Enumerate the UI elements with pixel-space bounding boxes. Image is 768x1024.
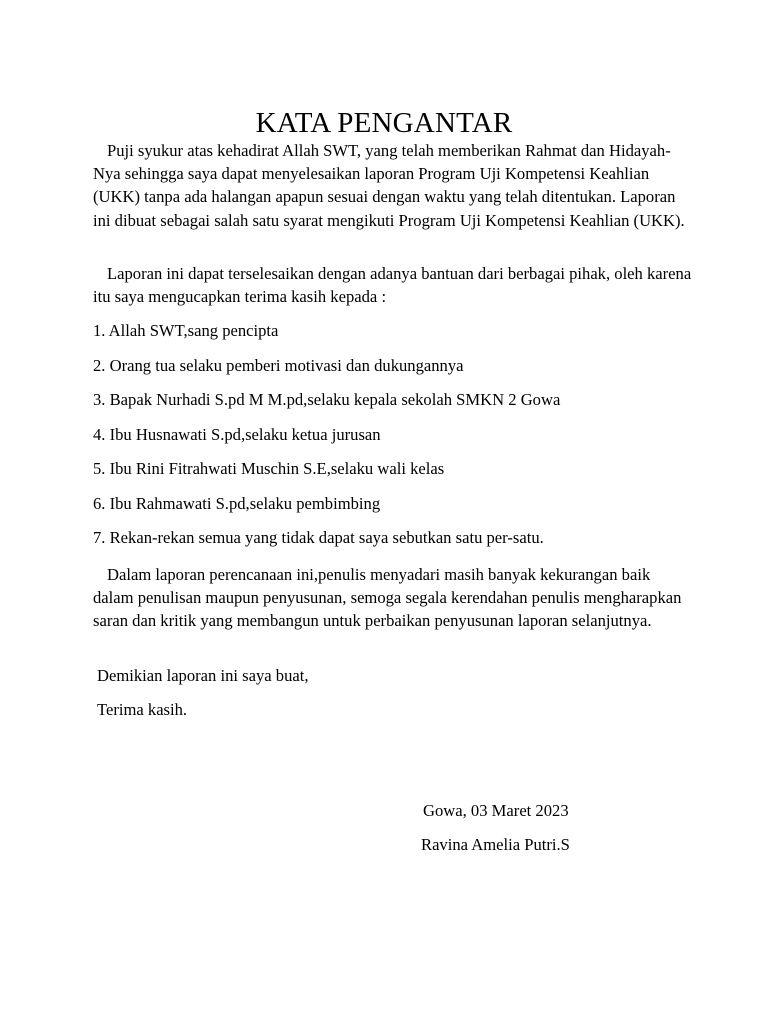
list-item: 7. Rekan-rekan semua yang tidak dapat saya sebutkan satu per-satu.	[93, 528, 544, 547]
thank-you-line: Terima kasih.	[97, 700, 188, 719]
list-item: 5. Ibu Rini Fitrahwati Muschin S.E,selaku wali kelas	[93, 459, 445, 478]
list-item: 6. Ibu Rahmawati S.pd,selaku pembimbing	[93, 493, 381, 513]
author-name: Ravina Amelia Putri.S	[421, 835, 570, 854]
place-and-date: Gowa, 03 Maret 2023	[423, 801, 569, 820]
opening-paragraph: Puji syukur atas kehadirat Allah SWT, yang telah memberikan Rahmat dan Hidayah-Nya sehingga saya dapat menyelesaikan laporan Program Uji Kompetensi Keahlian (UKK) tanpa ada halangan apapun sesuai dengan waktu yang telah ditentukan. Laporan ini dibuat sebagai salah satu syarat mengikuti Program Uji Kompetensi Keahlian (UKK).	[93, 141, 685, 230]
closing-paragraph: Dalam laporan perencanaan ini,penulis menyadari masih banyak kekurangan baik dalam penulisan maupun penyusunan, semoga segala kerendahan penulis mengharapkan saran dan kritik yang membangun untuk perbaikan penyusunan laporan selanjutnya.	[93, 565, 682, 631]
list-item: 2. Orang tua selaku pemberi motivasi dan dukungannya	[93, 355, 464, 375]
list-item: 4. Ibu Husnawati S.pd,selaku ketua jurusan	[93, 424, 381, 444]
list-item: 3. Bapak Nurhadi S.pd M M.pd,selaku kepala sekolah SMKN 2 Gowa	[93, 390, 561, 409]
list-item: 1. Allah SWT,sang pencipta	[93, 321, 279, 340]
thanks-list	[93, 319, 713, 561]
page-title: KATA PENGANTAR	[255, 107, 513, 140]
closing-statement: Demikian laporan ini saya buat,	[97, 666, 309, 685]
thanks-intro-paragraph: Laporan ini dapat terselesaikan dengan adanya bantuan dari berbagai pihak, oleh karena itu saya mengucapkan terima kasih kepada :	[93, 264, 692, 307]
